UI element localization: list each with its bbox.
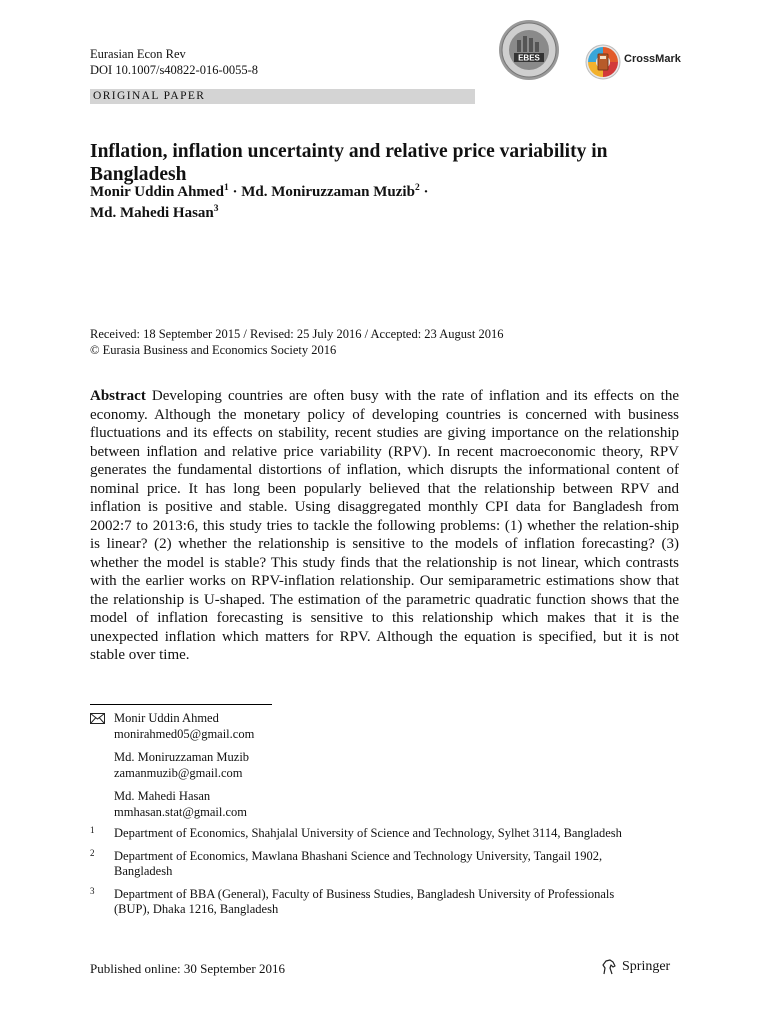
author-affil-mark: 2 [414, 183, 420, 193]
doi: DOI 10.1007/s40822-016-0055-8 [90, 62, 259, 77]
paper-type-banner: ORIGINAL PAPER [90, 89, 475, 104]
contact-name: Monir Uddin Ahmed [114, 711, 219, 725]
affiliation-number: 3 [90, 885, 95, 896]
author-separator: · [419, 184, 429, 200]
affiliation-number: 2 [90, 847, 95, 858]
contact-entry [114, 789, 590, 820]
journal-header [90, 47, 258, 78]
author-affil-mark: 3 [213, 204, 219, 214]
abstract [90, 387, 679, 665]
publisher-name: Springer [622, 959, 671, 974]
springer-logo [600, 957, 680, 977]
journal-name: Eurasian Econ Rev [90, 47, 186, 61]
abstract-heading: Abstract [90, 388, 146, 404]
published-date: Published online: 30 September 2016 [90, 961, 285, 976]
contact-entry [114, 711, 590, 742]
affiliation-list [90, 826, 630, 925]
abstract-text: Developing countries are often busy with the rate of inflation and its effects on the economy. Although the monetary policy of developing countries is concerned with business fluctuations and its effects on stability, recent studies are giving importance on the relationship between inflation and relative price variability (RPV). In recent macroeconomic theory, RPV generates the fundamental distortions of inflation, which disrupts the informational content of nominal price. It has long been popularly believed that the relationship between RPV and inflation is positive and stable. Using disaggregated monthly CPI data for Bangladesh from 2002:7 to 2013:6, this study tries to tackle the following problems: (1) whether the relation-ship is linear? (2) whether the relationship is sensitive to the models of inflation forecasting? (3) whether the model is stable? This study finds that the relationship is not linear, which contrasts with the earlier works on RPV-inflation relationship. Our semiparametric estimations show that the relationship is U-shaped. The estimation of the parametric quadratic function shows that the model of inflation forecasting is sensitive to this relationship which makes that it is the unexpected inflation which matters for RPV. Although the equation is specified, but it is not stable over time. [90, 388, 680, 663]
envelope-icon [90, 713, 105, 724]
author-list [90, 182, 650, 224]
affiliation-item [90, 826, 630, 842]
affiliation-text: Department of BBA (General), Faculty of Business Studies, Bangladesh University of Professionals (BUP), Dhaka 1216, Bangladesh [114, 886, 615, 916]
footnote-divider [90, 704, 272, 705]
author-separator: · [228, 184, 242, 200]
contact-name: Md. Moniruzzaman Muzib [114, 750, 250, 764]
article-history [90, 327, 690, 358]
affiliation-text: Department of Economics, Mawlana Bhashani Science and Technology University, Tangail 1902, Bangladesh [114, 848, 603, 878]
author-name: Md. Mahedi Hasan [90, 205, 214, 221]
affiliation-number: 1 [90, 825, 95, 835]
author-name: Md. Moniruzzaman Muzib [241, 184, 415, 200]
author-affil-mark: 1 [223, 183, 229, 193]
contact-email[interactable]: mmhasan.stat@gmail.com [114, 804, 248, 819]
contact-list [90, 711, 590, 828]
crossmark-icon[interactable] [585, 44, 621, 80]
article-title: Inflation, inflation uncertainty and relative price variability in Bangladesh [90, 141, 608, 185]
contact-entry [114, 750, 590, 781]
contact-name: Md. Mahedi Hasan [114, 789, 211, 803]
history-dates: Received: 18 September 2015 / Revised: 25 July 2016 / Accepted: 23 August 2016 [90, 327, 504, 341]
crossmark-label[interactable]: CrossMark [624, 53, 681, 65]
affiliation-item [90, 849, 630, 880]
copyright: © Eurasia Business and Economics Society 2016 [90, 342, 337, 357]
contact-email[interactable]: zamanmuzib@gmail.com [114, 765, 243, 780]
affiliation-item [90, 887, 630, 918]
ebes-logo-text: EBES [518, 53, 540, 63]
author-name: Monir Uddin Ahmed [90, 184, 224, 200]
springer-horse-icon [600, 958, 618, 976]
ebes-logo [497, 18, 561, 82]
contact-email[interactable]: monirahmed05@gmail.com [114, 726, 255, 741]
affiliation-text: Department of Economics, Shahjalal University of Science and Technology, Sylhet 3114, Bangladesh [114, 826, 622, 840]
